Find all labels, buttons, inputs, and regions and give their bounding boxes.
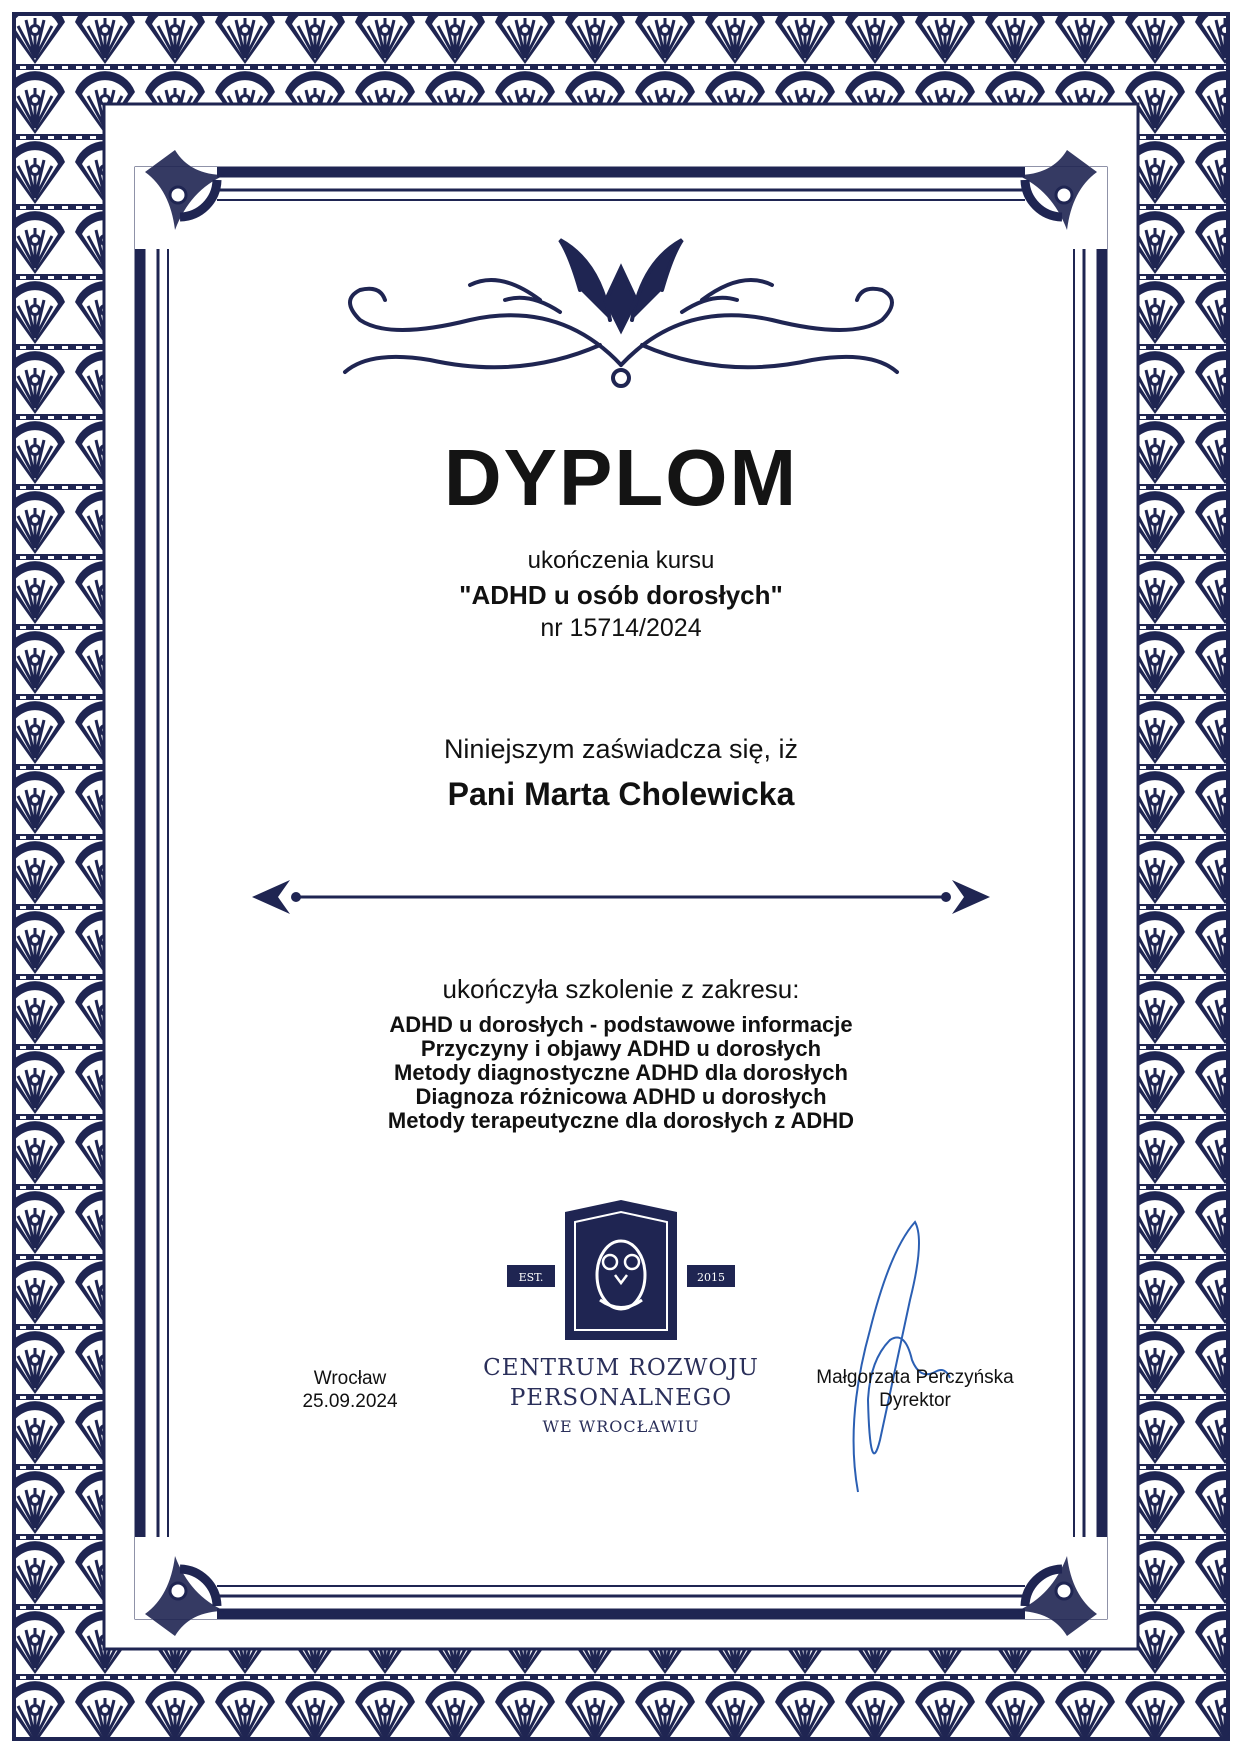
org-name-line1: CENTRUM ROZWOJU <box>483 1355 759 1381</box>
issue-date: 25.09.2024 <box>302 1391 398 1412</box>
certify-text: Niniejszym zaświadcza się, iż <box>443 734 799 764</box>
org-name-line3: WE WROCŁAWIU <box>542 1417 700 1436</box>
certificate-subtitle: ukończenia kursu <box>527 547 715 574</box>
topics-list <box>0 1013 1242 1133</box>
signer-name: Małgorzata Perczyńska <box>816 1367 1014 1388</box>
est-label: EST. <box>518 1271 544 1284</box>
topic-item: ADHD u dorosłych - podstawowe informacje <box>389 1012 853 1037</box>
est-year: 2015 <box>697 1271 725 1284</box>
place-date-block <box>250 1367 450 1413</box>
signer-title: Dyrektor <box>879 1390 951 1411</box>
certificate-title: DYPLOM <box>443 433 799 522</box>
org-name-line2: PERSONALNEGO <box>509 1385 733 1411</box>
certificate-number: nr 15714/2024 <box>540 614 702 642</box>
recipient-name: Pani Marta Cholewicka <box>447 776 795 812</box>
signer-block <box>800 1366 1030 1412</box>
place: Wrocław <box>313 1368 387 1389</box>
completed-text: ukończyła szkolenie z zakresu: <box>442 974 800 1004</box>
course-name: "ADHD u osób dorosłych" <box>459 580 783 610</box>
topic-item: Metody terapeutyczne dla dorosłych z ADHD <box>387 1108 855 1133</box>
topic-item: Przyczyny i objawy ADHD u dorosłych <box>420 1036 822 1061</box>
topic-item: Diagnoza różnicowa ADHD u dorosłych <box>415 1084 827 1109</box>
topic-item: Metody diagnostyczne ADHD dla dorosłych <box>394 1060 848 1085</box>
